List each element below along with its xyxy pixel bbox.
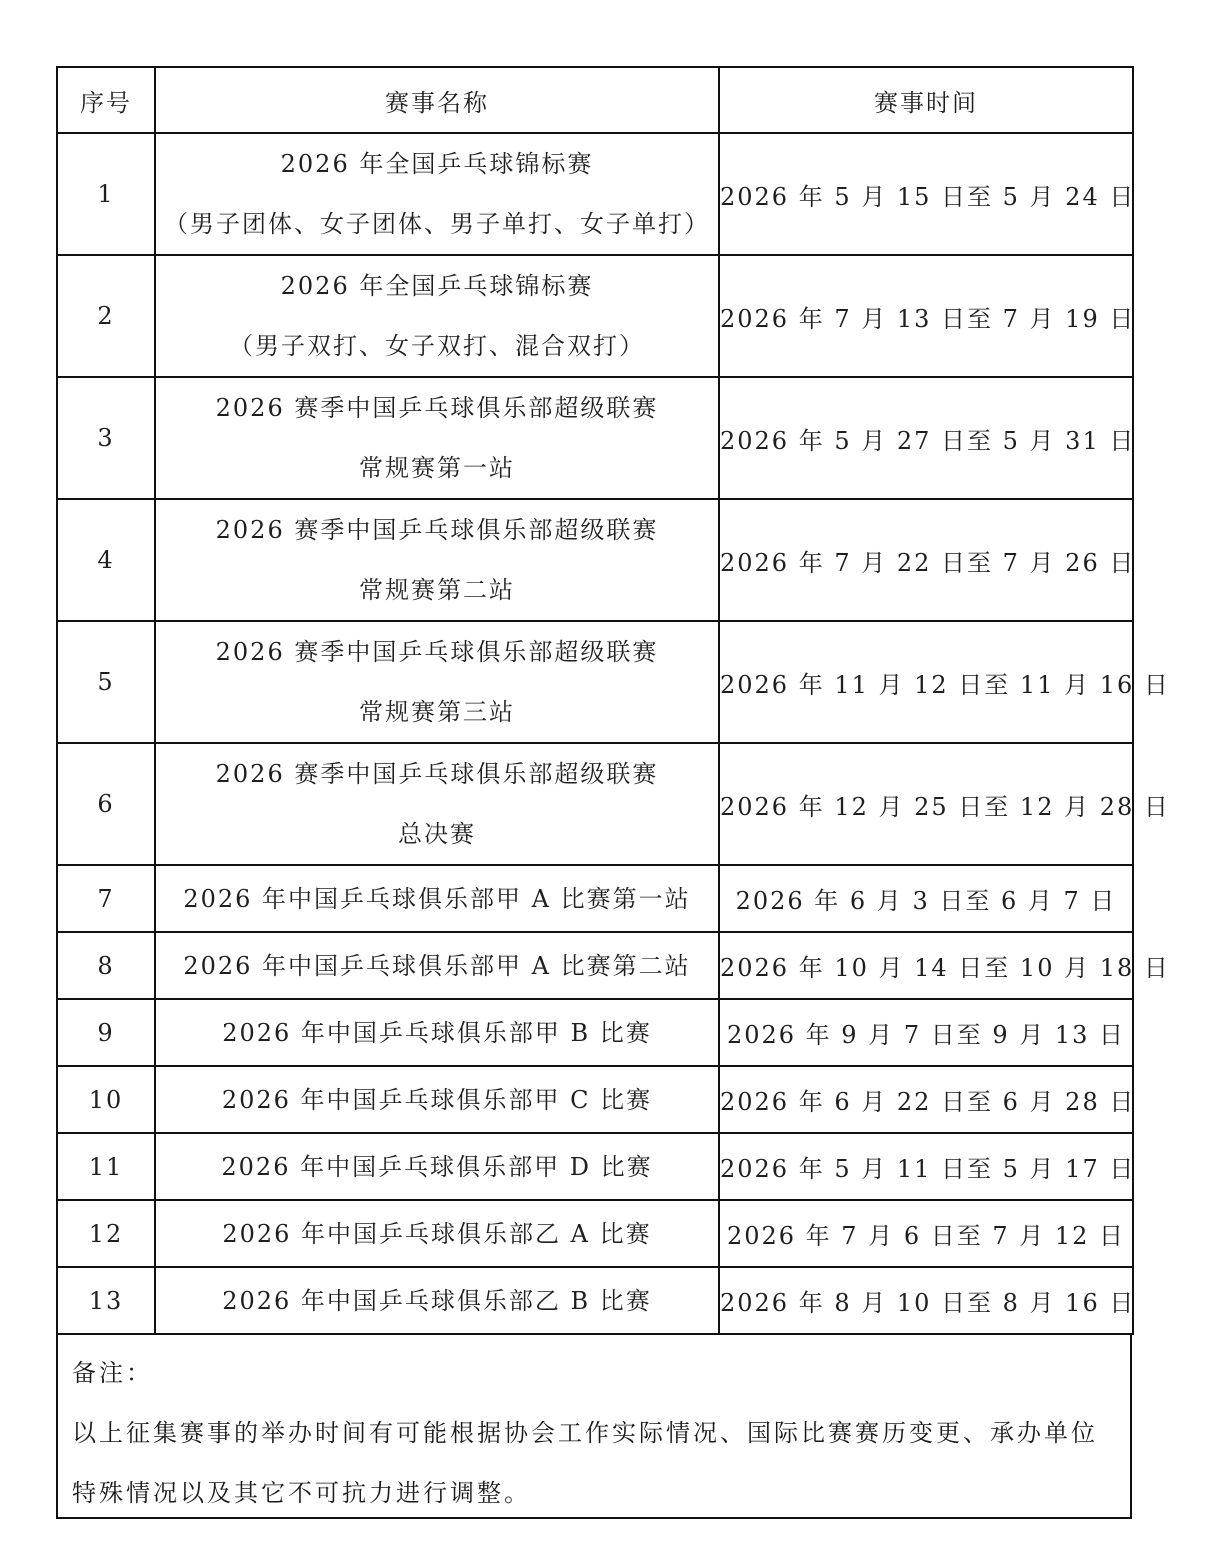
event-name-cell: [155, 932, 719, 999]
event-name-line: （男子团体、女子团体、男子单打、女子单打）: [164, 210, 710, 238]
remarks-section: [56, 1335, 1132, 1519]
event-date-cell: [719, 1133, 1136, 1200]
event-name-line: 2026 年中国乒乓球俱乐部甲 C 比赛: [221, 1085, 653, 1114]
event-name-cell: [155, 865, 719, 932]
event-date: 2026 年 5 月 27 日至 5 月 31 日: [720, 426, 1136, 455]
event-name-line: 2026 赛季中国乒乓球俱乐部超级联赛: [215, 516, 659, 544]
event-name-line: 常规赛第三站: [359, 698, 515, 726]
row-number: 5: [57, 621, 155, 743]
event-date-cell: [719, 1200, 1133, 1267]
event-date-cell: [719, 1267, 1136, 1334]
event-name-line: 2026 年中国乒乓球俱乐部乙 B 比赛: [222, 1286, 652, 1315]
event-date: 2026 年 11 月 12 日至 11 月 16 日: [720, 670, 1170, 699]
row-number: 8: [57, 932, 155, 999]
event-name-line: 2026 年中国乒乓球俱乐部乙 A 比赛: [222, 1219, 652, 1248]
event-date: 2026 年 5 月 15 日至 5 月 24 日: [720, 182, 1136, 211]
remarks-line: 特殊情况以及其它不可抗力进行调整。: [72, 1479, 531, 1507]
event-name-cell: [155, 1066, 719, 1133]
row-number: 11: [57, 1133, 155, 1200]
table-row: [57, 377, 1133, 499]
table-row: [57, 1200, 1133, 1267]
table-row: [57, 621, 1133, 743]
event-name-cell: [155, 621, 719, 743]
table-row: [57, 1133, 1133, 1200]
event-name-line: （男子双打、女子双打、混合双打）: [229, 332, 645, 360]
event-name-cell: [155, 743, 719, 865]
event-date: 2026 年 9 月 7 日至 9 月 13 日: [726, 1021, 1126, 1049]
event-name-line: 2026 年全国乒乓球锦标赛: [280, 272, 594, 300]
event-name-line: 总决赛: [398, 820, 476, 848]
table-body: [57, 133, 1170, 1334]
event-date: 2026 年 5 月 11 日至 5 月 17 日: [720, 1155, 1136, 1183]
event-date-cell: [719, 377, 1136, 499]
event-name-line: 2026 年中国乒乓球俱乐部甲 A 比赛第一站: [183, 884, 691, 913]
table-row: [57, 1066, 1133, 1133]
table-row: [57, 999, 1133, 1066]
event-date: 2026 年 12 月 25 日至 12 月 28 日: [720, 792, 1170, 821]
event-date: 2026 年 6 月 22 日至 6 月 28 日: [720, 1088, 1136, 1116]
header-date: 赛事时间: [719, 67, 1133, 133]
row-number: 4: [57, 499, 155, 621]
event-date: 2026 年 8 月 10 日至 8 月 16 日: [720, 1289, 1136, 1317]
event-name-line: 常规赛第二站: [359, 576, 515, 604]
event-name-cell: [155, 1133, 719, 1200]
row-number: 3: [57, 377, 155, 499]
row-number: 6: [57, 743, 155, 865]
event-name-line: 2026 赛季中国乒乓球俱乐部超级联赛: [215, 394, 659, 422]
event-name-line: 2026 赛季中国乒乓球俱乐部超级联赛: [215, 638, 659, 666]
event-date: 2026 年 7 月 13 日至 7 月 19 日: [720, 304, 1136, 333]
event-date-cell: [719, 932, 1170, 999]
header-no: 序号: [57, 67, 155, 133]
event-name-line: 2026 赛季中国乒乓球俱乐部超级联赛: [215, 760, 659, 788]
row-number: 2: [57, 255, 155, 377]
table-row: [57, 743, 1133, 865]
event-date: 2026 年 7 月 6 日至 7 月 12 日: [726, 1222, 1126, 1250]
event-name-cell: [155, 1267, 719, 1334]
event-name-line: 常规赛第一站: [359, 454, 515, 482]
event-name-cell: [155, 499, 719, 621]
event-name-line: 2026 年中国乒乓球俱乐部甲 A 比赛第二站: [183, 951, 691, 980]
event-name-cell: [155, 255, 719, 377]
table-row: [57, 1267, 1133, 1334]
row-number: 10: [57, 1066, 155, 1133]
event-date-cell: [719, 743, 1170, 865]
row-number: 7: [57, 865, 155, 932]
row-number: 13: [57, 1267, 155, 1334]
event-name-cell: [155, 133, 719, 255]
table-row: [57, 932, 1133, 999]
event-date-cell: [719, 1066, 1136, 1133]
remarks-label: 备注：: [72, 1359, 153, 1387]
event-date: 2026 年 6 月 3 日至 6 月 7 日: [735, 887, 1117, 915]
event-name-cell: [155, 999, 719, 1066]
event-date: 2026 年 10 月 14 日至 10 月 18 日: [720, 954, 1170, 982]
event-date-cell: [719, 255, 1136, 377]
event-name-cell: [155, 377, 719, 499]
event-name-cell: [155, 1200, 719, 1267]
event-date-cell: [719, 999, 1133, 1066]
event-date-cell: [719, 621, 1170, 743]
event-date-cell: [719, 865, 1133, 932]
event-name-line: 2026 年中国乒乓球俱乐部甲 D 比赛: [221, 1152, 653, 1181]
table-row: [57, 255, 1133, 377]
table-row: [57, 865, 1133, 932]
remarks-line: 以上征集赛事的举办时间有可能根据协会工作实际情况、国际比赛赛历变更、承办单位: [72, 1419, 1098, 1447]
event-date-cell: [719, 499, 1136, 621]
row-number: 9: [57, 999, 155, 1066]
table-row: [57, 499, 1133, 621]
event-schedule-table: [56, 66, 1170, 1335]
event-name-line: 2026 年中国乒乓球俱乐部甲 B 比赛: [222, 1018, 652, 1047]
row-number: 12: [57, 1200, 155, 1267]
schedule-document: [56, 66, 1170, 1519]
event-name-line: 2026 年全国乒乓球锦标赛: [280, 150, 594, 178]
header-name: 赛事名称: [155, 67, 719, 133]
table-header-row: [57, 67, 1133, 133]
event-date: 2026 年 7 月 22 日至 7 月 26 日: [720, 548, 1136, 577]
row-number: 1: [57, 133, 155, 255]
table-row: [57, 133, 1133, 255]
event-date-cell: [719, 133, 1136, 255]
